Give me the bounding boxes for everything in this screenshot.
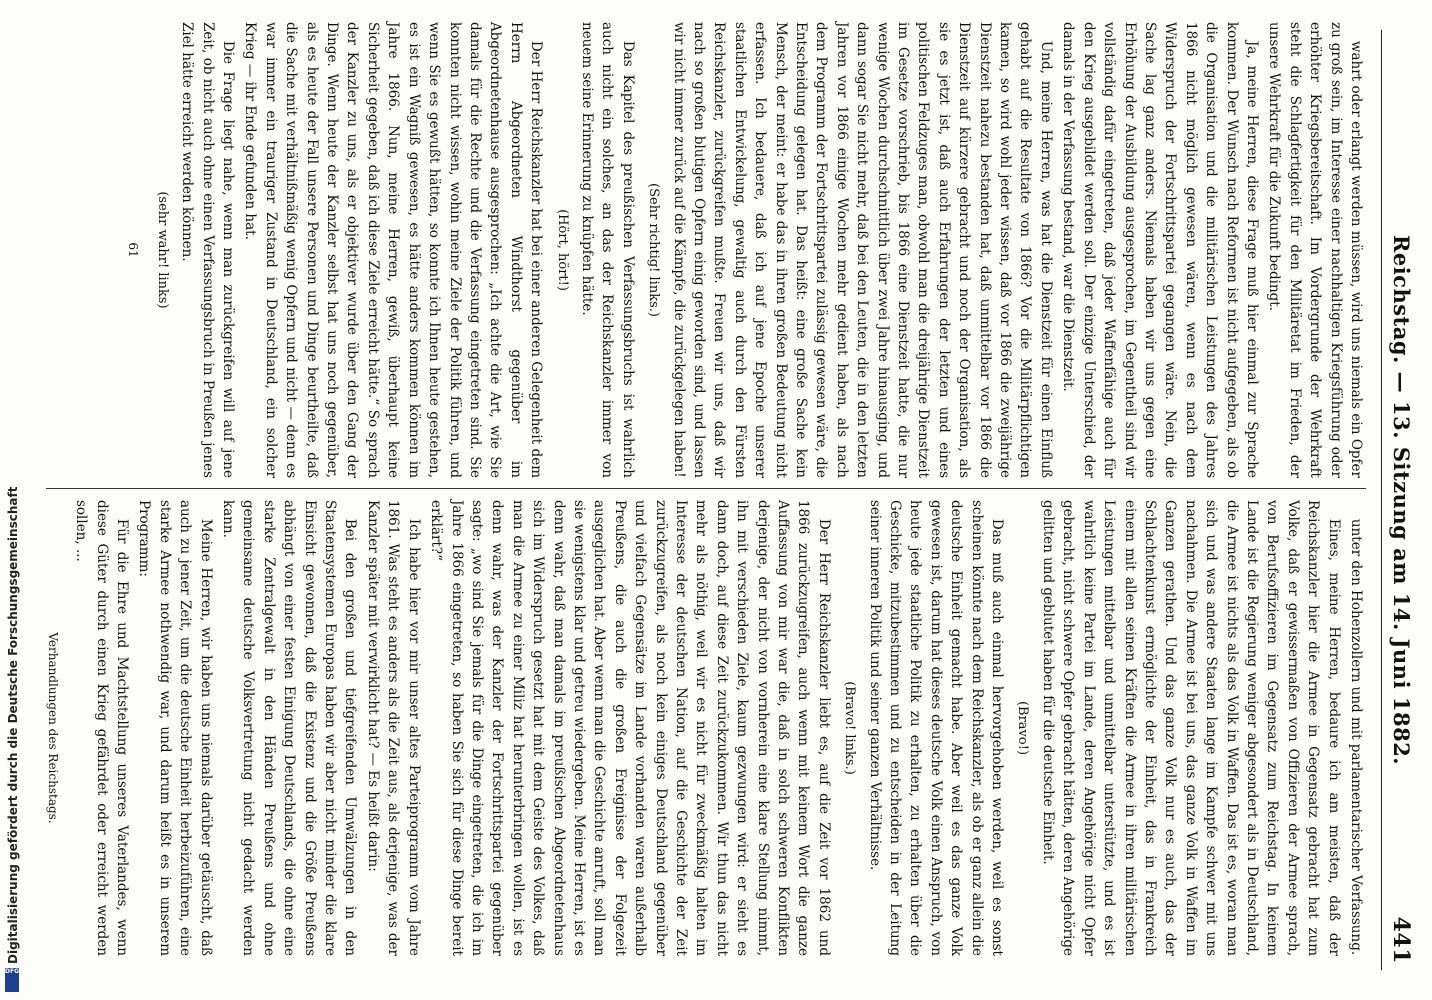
paragraph: Eines, meine Herren, bedaure ich am meisten, daß der Reichskanzler hier die Armee in Gegensatz gebracht hat zum Volke, daß er gewissermaßen von Offizieren der Armee sprach, von Berufsoffizieren im Gegensatz zum Reichstag. In keinem Lande ist die Regierung weniger abgesondert als in Deutschland, die Armee ist nichts als das Volk in Waffen. Das ist es, woran man sich und was andere Staaten lange im Kampfe schwer mit uns nachahmen. Die Armee ist bei uns, das ganze Volk in Waffen im Ganzen gerathen. Und das ganze Volk nur es auch, das der Schlachtenkunst ermöglichte der Einheit, das in Frankreich einem mit allen seinen Kräften die Armee in ihren militärischen Leistungen mittelbar und unmittelbar unterstützte, und es ist wahrlich keine Partei im Lande, deren Angehörige nicht Opfer gebracht, nicht schwere Opfer gebracht hätten, deren Angehörige gelitten und geblutet haben für die deutsche Einheit. (1039, 500, 1342, 956)
interjection: (Bravo!) (1015, 700, 1031, 756)
paragraph: Für die Ehre und Machtstellung unseres Vaterlandes, wenn diese Güter durch einen Krieg gefährdet oder erreicht werden sollen, ... (73, 500, 131, 956)
column-divider (46, 488, 1366, 489)
page-header (1384, 30, 1414, 970)
paragraph: Bei den großen und tiefgreifenden Umwälzungen in den Staatensystemen Europas haben wir aber nicht minder die klare Einsicht gewonnen, daß die Existenz und die Größe Preußens abhängt von einer festen Einigung Deutschlands, die ohne eine starke Zentralgewalt in den Händen Preußens und ohne gemeinsame deutsche Volksvertretung nicht gedacht werden kann. (220, 500, 359, 956)
interjection: (Bravo! links.) (842, 681, 858, 775)
column-footer: Verhandlungen des Reichstags. (45, 632, 60, 824)
paragraph: Ich habe hier vor mir unser altes Parteiprogramm vom Jahre 1861. Was steht es anders als die Zeit aus, als derjenige, was der Kanzler später mit verwirklicht hat? — Es heißt darin: (364, 500, 422, 956)
paragraph: Der Herr Reichskanzler liebt es, auf die Zeit vor 1862 und 1866 zurückzugreifen, auch wenn mit keinem Wort die ganze Auffassung von mir war die, daß in solch schweren Konflikten derjenige, der nicht von vornherein eine klare Stellung nimmt, ihn mit verschieden Ziele, kaum gezwungen wird: er sieht es dann doch, auf diese Zeit zurückzukommen. Wir thun das nicht mehr als nöthig, weil wir es nicht für zweckmäßig halten im Interesse der deutschen Nation, auf die Geschichte der Zeit zurückzugreifen, als noch kein einiges Deutschland gegenüber und vielfach Gegensätze im Lande vorhanden waren außerhalb Preußens, die auch die großen Ereignisse der Folgezeit ausgeglichen hat. Aber wenn man die Geschichte anruft, soll man sie wenigstens klar und getreu wiedergeben. Meine Herren, ist es denn wahr, daß man damals im preußischen Abgeordnetenhaus sich im Widerspruch gesetzt hat mit dem Geiste des Volkes, daß man die Armee zu einer Miliz hat herunterbringen wollen, ist es denn wahr, was der Kanzler der Fortschrittspartei gegenüber sagte: „wo sind Sie jemals für die Dinge eingetreten, die ich im Jahre 1866 eingetreten, so haben Sie sich für diese Dinge bereit erklärt?“ (428, 500, 832, 956)
interjection: (sehr wahr! links) (154, 191, 170, 309)
header-rule (1381, 30, 1382, 970)
dfg-logo-icon: DFG (5, 968, 19, 992)
paragraph: Ja, meine Herren, diese Frage muß hier einmal zur Sprache kommen. Der Wunsch nach Reformen ist nicht aufgegeben, als ob die Organisation und die militärischen Leistungen des Jahres 1866 nicht möglich gewesen wären, wenn es nach dem Widerspruch der Fortschrittspartei gegangen wäre. Nein, die Sache lag ganz anders. Niemals haben wir uns gegen eine Erhöhung der Ausbildung ausgesprochen, im Gegentheil sind wir vollständig dafür eingetreten, daß jeder Waffenfähige auch für den Krieg ausgebildet werden soll. Der einzige Unterschied, der damals in der Verfassung bestand, war die Dienstzeit. (1060, 22, 1260, 478)
paragraph: Der Herr Reichskanzler hat bei einer anderen Gelegenheit dem Herrn Abgeordneten Windthorst gegenüber im Abgeordnetenhause ausgesprochen: „Ich achte die Art, wie Sie damals für die Rechte und die Verfassung eingetreten sind. Sie konnten nicht wissen, wohin meine Ziele der Politik führen, und wenn Sie es gewußt hätten, so konnte ich Ihnen heute gestehen, es ist ein Wagniß gewesen, es hätte anders kommen können im Jahre 1866. Nun, meine Herren, gewiß, überhaupt keine Sicherheit gegeben, daß ich diese Ziele erreicht hätte.“ So sprach der Kanzler zu uns, als er objektiver wurde über den Gang der Dinge. Wenn heute der Kanzler selbst hat uns noch gegenüber, als es heute der Fall unsere Personen und Dinge beurtheilte, daß die Sache mit verhältnißmäßig wenig Opfern und nicht — denn es war immer ein trauriger Zustand in Deutschland, ein solcher Krieg — ihr Ende gefunden hat. (242, 22, 545, 478)
interjection: (Sehr richtig! links.) (646, 183, 662, 317)
text-column-right (40, 500, 1366, 956)
digitization-sidebar (0, 0, 26, 1000)
paragraph: Das muß auch einmal hervorgehoben werden, weil es sonst scheinen könnte nach dem Reichskanzler, als ob er ganz allein die deutsche Einheit gemacht habe. Aber weil es das ganze Volk gewesen ist, darum hat dieses deutsche Volk einen Anspruch, von heute jede staatliche Politik zu erhalten, zu erhalten über die Geschicke, mitzubestimmen und zu entscheiden in der Leitung seiner inneren Politik und seiner ganzen Verhältnisse. (866, 500, 1006, 956)
digitization-credit: Digitalisierung gefördert durch die Deutsche Forschungsgemeinschaft (6, 486, 20, 964)
running-title: Reichstag. — 13. Sitzung am 14. Juni 1882. (1389, 234, 1414, 766)
page-number: 441 (1388, 916, 1414, 964)
column-footer: 61 (126, 242, 141, 258)
paragraph: unter den Hohenzollern und mit parlamentarischer Verfassung. (1348, 518, 1364, 956)
text-column-left (121, 22, 1366, 478)
interjection: (Hört, hört!) (554, 209, 570, 291)
paragraph: Die Frage liegt nahe, wenn man zurückgreifen will auf jene Zeit, ob nicht auch ohne einen Verfassungsbruch in Preußen jenes Ziel hätte erreicht werden können. (179, 22, 237, 478)
paragraph: Das Kapitel des preußischen Verfassungsbruchs ist wahrlich auch nicht ein solches, an das der Reichskanzler immer von neuem seine Erinnerung zu knüpfen hätte. (578, 22, 636, 478)
paragraph: Meine Herren, wir haben uns niemals darüber getäuscht, daß auch zu jener Zeit, um die deutsche Einheit herbeizuführen, eine starke Armee nothwendig war, und darum heißt es in unserem Programm: (136, 500, 214, 956)
paragraph: wahrt oder erlangt werden müssen, wird uns niemals ein Opfer zu groß sein, im Interesse einer nachhaltigen Kriegsführung oder erhöhter Kriegsbereitschaft. Im Vordergrunde der Wehrkraft steht die Schlagfertigkeit für den Militäretat im Frieden, der unsere Wehrkraft für die Zukunft bedingt. (1266, 22, 1364, 478)
paragraph: Und, meine Herren, was hat die Dienstzeit für einen Einfluß gehabt auf die Resultate von 1866? Vor die Militärpflichtigen kamen, so wird wohl jeder wissen, daß vor 1866 die zweijährige Dienstzeit nahezu bestanden hat, daß unmittelbar vor 1866 die Dienstzeit auf kürzere gebracht und noch der Organisation, als sie es jetzt ist, daß auch Erfahrungen der letzten und eines politischen Feldzuges man, obwohl man die dreijährige Dienstzeit im Gesetze vorschrieb, bis 1866 eine Dienstzeit hatte, die nur wenige Wochen durchschnittlich über zwei Jahre hinausging, und dann sogar Sie nicht mehr, daß bei den Leuten, die in den letzten Jahren vor 1866 einige Wochen mehr gedient haben, als nach dem Programm der Fortschrittspartei zulässig gewesen wäre, die Entscheidung gelegen hat. Das heißt: eine große Sache kein Mensch, der meint: er habe das in ihren großen Bedeutung nicht erfassen. Ich bedauere, daß ich auf jene Epoche unserer staatlichen Entwickelung, gewaltig auch durch den Fürsten Reichskanzler, zurückgreifen mußte. Freuen wir uns, daß wir nach so großen blutigen Opfern einig geworden sind, und lassen wir nicht immer zurück auf die Kämpfe, die zurückgelegen haben! (670, 22, 1054, 478)
